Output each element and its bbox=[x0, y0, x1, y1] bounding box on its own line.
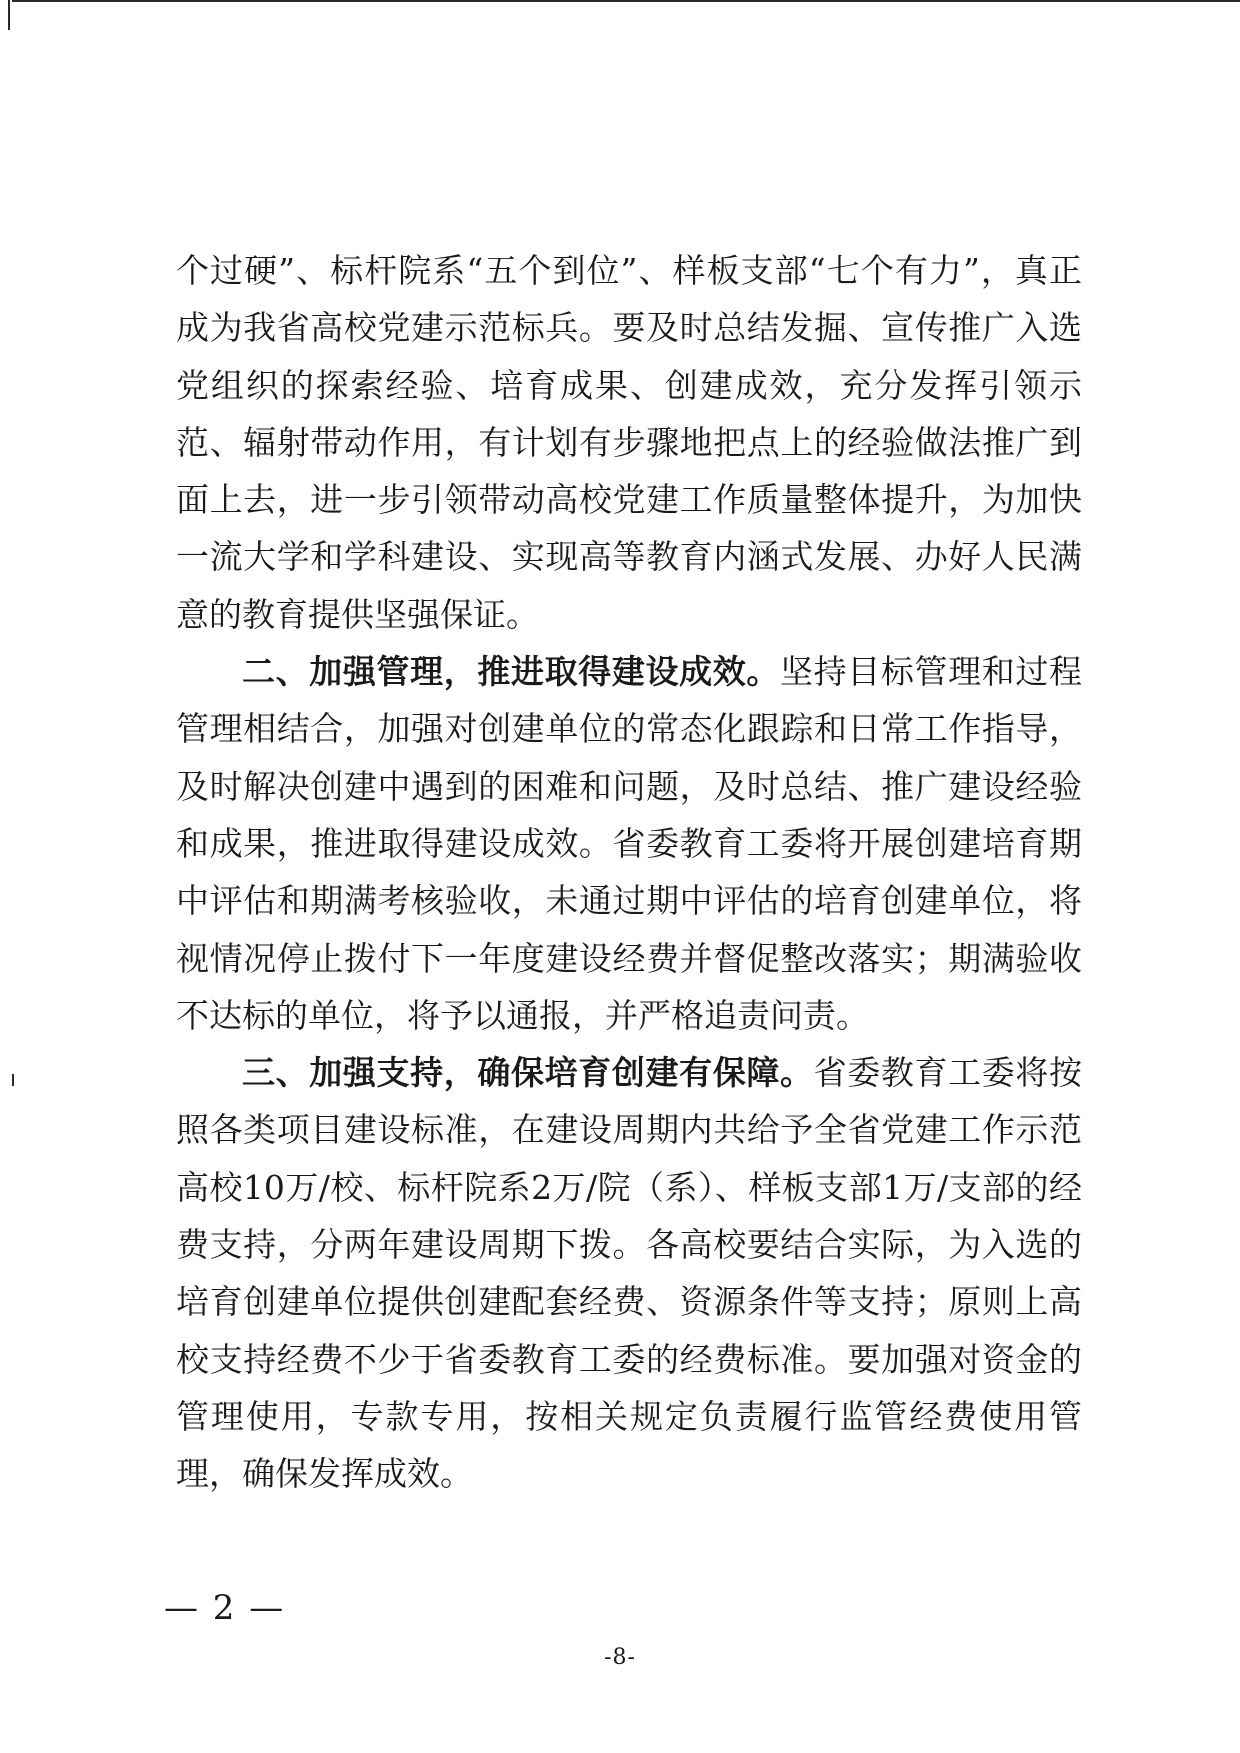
paragraph-section-3 bbox=[176, 1044, 1082, 1502]
paragraph-continuation bbox=[176, 242, 1082, 643]
scan-edge-left bbox=[8, 0, 10, 30]
scan-mark bbox=[12, 1074, 14, 1086]
paragraph-text: 坚持目标管理和过程管理相结合，加强对创建单位的常态化跟踪和日常工作指导，及时解决创建中遇到的困难和问题，及时总结、推广建设经验和成果，推进取得建设成效。省委教育工委将开展创建培育期中评估和期满考核验收，未通过期中评估的培育创建单位，将视情况停止拨付下一年度建设经费并督促整改落实；期满验收不达标的单位，将予以通报，并严格追责问责。 bbox=[176, 652, 1082, 1035]
scan-edge-top bbox=[12, 0, 1240, 2]
document-body bbox=[176, 242, 1082, 1503]
paragraph-section-2 bbox=[176, 643, 1082, 1044]
paragraph-text: 个过硬”、标杆院系“五个到位”、样板支部“七个有力”，真正成为我省高校党建示范标兵。要及时总结发掘、宣传推广入选党组织的探索经验、培育成果、创建成效，充分发挥引领示范、辐射带动作用，有计划有步骤地把点上的经验做法推广到面上去，进一步引领带动高校党建工作质量整体提升，为加快一流大学和学科建设、实现高等教育内涵式发展、办好人民满意的教育提供坚强保证。 bbox=[176, 251, 1082, 634]
paragraph-text: 省委教育工委将按照各类项目建设标准，在建设周期内共给予全省党建工作示范高校10万/校、标杆院系2万/院（系）、样板支部1万/支部的经费支持，分两年建设周期下拨。各高校要结合实际，为入选的培育创建单位提供创建配套经费、资源条件等支持；原则上高校支持经费不少于省委教育工委的经费标准。要加强对资金的管理使用，专款专用，按相关规定负责履行监管经费使用管理，确保发挥成效。 bbox=[176, 1053, 1082, 1494]
page-number-inner: — 2 — bbox=[164, 1588, 286, 1628]
section-heading: 二、加强管理，推进取得建设成效。 bbox=[242, 652, 780, 692]
page-number-outer: -8- bbox=[604, 1645, 636, 1670]
section-heading: 三、加强支持，确保培育创建有保障。 bbox=[242, 1053, 814, 1093]
